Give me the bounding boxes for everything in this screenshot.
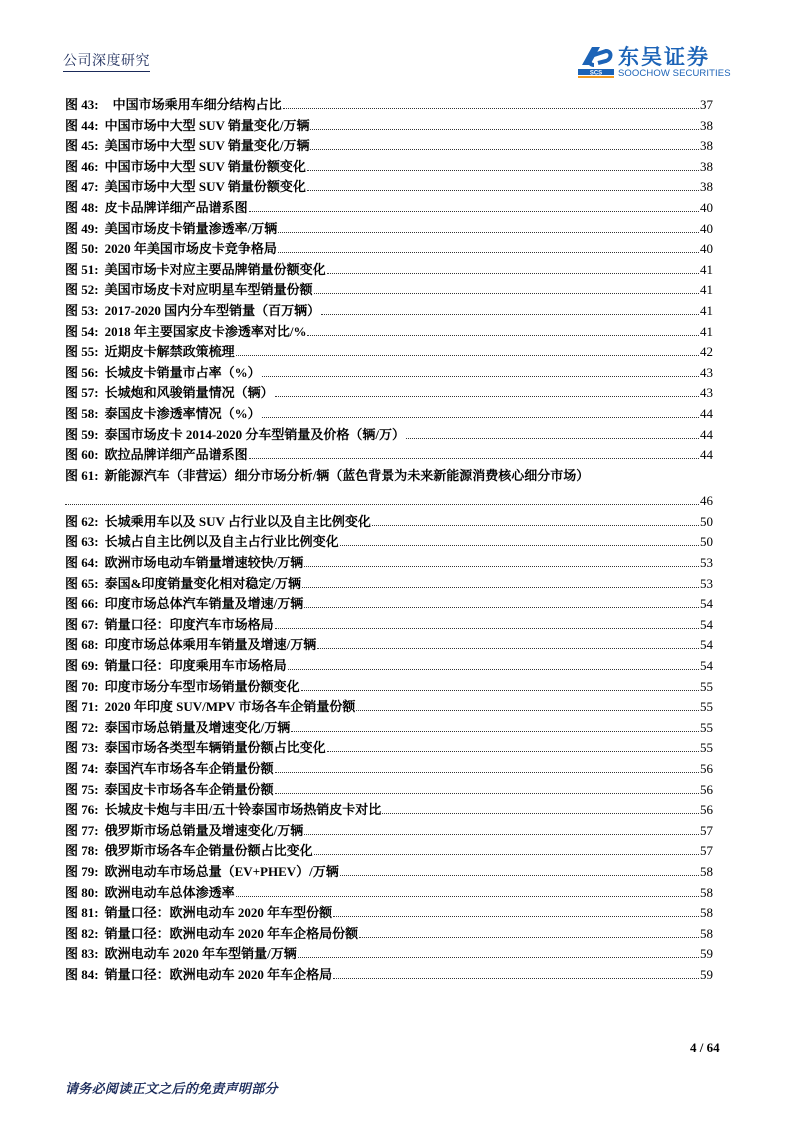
page-number[interactable]: 40 xyxy=(700,199,713,215)
figure-number: 图 62: xyxy=(65,513,99,529)
page-number[interactable]: 54 xyxy=(700,637,713,653)
page-number[interactable]: 58 xyxy=(700,884,713,900)
logo-english-name: SOOCHOW SECURITIES xyxy=(618,68,731,79)
dot-leader xyxy=(249,210,699,212)
toc-entry[interactable] xyxy=(65,198,713,219)
toc-entry[interactable] xyxy=(65,883,713,904)
dot-leader xyxy=(310,148,699,150)
figure-title[interactable]: 中国市场乘用车细分结构占比 xyxy=(112,97,282,112)
dot-leader xyxy=(317,647,699,649)
page-number[interactable]: 53 xyxy=(700,555,713,571)
page-number[interactable]: 50 xyxy=(700,513,713,529)
page-number[interactable]: 38 xyxy=(700,179,713,195)
dot-leader xyxy=(298,956,699,958)
figure-title[interactable]: 长城皮卡炮与丰田/五十铃泰国市场热销皮卡对比 xyxy=(104,802,382,818)
page-number[interactable]: 43 xyxy=(700,385,713,401)
dot-leader xyxy=(327,750,699,752)
page-number[interactable]: 40 xyxy=(700,220,713,236)
figure-title[interactable]: 欧洲电动车 2020 年车型销量/万辆 xyxy=(104,946,297,962)
dot-leader xyxy=(314,853,699,855)
figure-number: 图 51: xyxy=(65,261,99,277)
page-number[interactable]: 55 xyxy=(700,678,713,694)
figure-title[interactable]: 美国市场皮卡对应明星车型销量份额 xyxy=(104,282,313,298)
toc-entry[interactable] xyxy=(65,759,713,780)
dot-leader xyxy=(288,668,699,670)
page-number[interactable]: 46 xyxy=(700,493,713,509)
page-number[interactable]: 44 xyxy=(700,426,713,442)
figure-title[interactable]: 中国市场中大型 SUV 销量份额变化 xyxy=(104,158,306,174)
page-number[interactable]: 54 xyxy=(700,616,713,632)
dot-leader xyxy=(307,189,699,191)
figure-title[interactable]: 泰国皮卡渗透率情况（%） xyxy=(104,405,261,421)
toc-entry[interactable] xyxy=(65,656,713,677)
figure-title[interactable]: 2017-2020 国内分车型销量（百万辆） xyxy=(104,302,321,318)
figure-number: 图 60: xyxy=(65,447,99,463)
figure-title[interactable]: 美国市场卡对应主要品牌销量份额变化 xyxy=(104,261,326,277)
figure-title[interactable]: 2020 年印度 SUV/MPV 市场各车企销量份额 xyxy=(104,699,356,715)
toc-entry[interactable] xyxy=(65,594,713,615)
toc-entry[interactable] xyxy=(65,697,713,718)
figure-number: 图 45: xyxy=(65,138,99,154)
figure-number: 图 53: xyxy=(65,302,99,318)
figure-number: 图 83: xyxy=(65,946,99,962)
figure-number: 图 56: xyxy=(65,364,99,380)
toc-entry[interactable] xyxy=(65,157,713,178)
figure-title[interactable]: 皮卡品牌详细产品谱系图 xyxy=(104,199,248,215)
figure-title[interactable]: 泰国市场皮卡 2014-2020 分车型销量及价格（辆/万） xyxy=(104,426,406,442)
figure-number: 图 72: xyxy=(65,719,99,735)
section-label: 公司深度研究 xyxy=(63,50,150,72)
figure-title[interactable]: 印度市场总体汽车销量及增速/万辆 xyxy=(104,596,304,612)
toc-entry[interactable] xyxy=(65,862,713,883)
figure-title[interactable]: 泰国&印度销量变化相对稳定/万辆 xyxy=(104,575,302,591)
toc-entry[interactable] xyxy=(65,383,713,404)
dot-leader xyxy=(307,169,699,171)
page-number[interactable]: 42 xyxy=(700,344,713,360)
figure-title[interactable]: 2020 年美国市场皮卡竞争格局 xyxy=(104,241,277,257)
figure-number: 图 44: xyxy=(65,117,99,133)
figure-title[interactable]: 销量口径：印度乘用车市场格局 xyxy=(104,658,287,674)
toc-entry[interactable] xyxy=(65,404,713,425)
toc-entry[interactable] xyxy=(65,965,713,986)
dot-leader xyxy=(302,586,699,588)
figure-title[interactable]: 近期皮卡解禁政策梳理 xyxy=(104,344,235,360)
figure-title[interactable]: 俄罗斯市场总销量及增速变化/万辆 xyxy=(104,822,304,838)
page-number[interactable]: 56 xyxy=(700,781,713,797)
dot-leader xyxy=(283,107,699,109)
dot-leader xyxy=(372,524,699,526)
dot-leader xyxy=(321,313,699,315)
page-number[interactable]: 57 xyxy=(700,822,713,838)
dot-leader xyxy=(307,334,699,336)
toc-entry[interactable] xyxy=(65,821,713,842)
figure-number: 图 66: xyxy=(65,596,99,612)
figure-number: 图 73: xyxy=(65,740,99,756)
page-number[interactable]: 43 xyxy=(700,364,713,380)
figure-number: 图 81: xyxy=(65,905,99,921)
figure-number: 图 69: xyxy=(65,658,99,674)
dot-leader xyxy=(340,874,699,876)
dot-leader xyxy=(236,895,699,897)
dot-leader xyxy=(262,416,699,418)
dot-leader xyxy=(327,272,699,274)
toc-entry[interactable] xyxy=(65,718,713,739)
figure-number: 图 82: xyxy=(65,925,99,941)
figure-title[interactable]: 美国市场皮卡销量渗透率/万辆 xyxy=(104,220,278,236)
page-number[interactable]: 59 xyxy=(700,966,713,982)
toc-entry[interactable] xyxy=(65,342,713,363)
figure-number: 图 68: xyxy=(65,637,99,653)
toc-entry-continuation[interactable] xyxy=(65,486,713,512)
figure-title[interactable]: 美国市场中大型 SUV 销量份额变化 xyxy=(104,179,306,195)
page-number[interactable]: 41 xyxy=(700,261,713,277)
toc-entry[interactable] xyxy=(65,219,713,240)
toc-entry[interactable] xyxy=(65,924,713,945)
toc-entry[interactable] xyxy=(65,136,713,157)
page-number[interactable]: 59 xyxy=(700,946,713,962)
figure-number: 图 43: xyxy=(65,97,99,112)
figure-number: 图 74: xyxy=(65,761,99,776)
figure-number: 图 50: xyxy=(65,241,99,257)
dot-leader xyxy=(275,792,699,794)
figure-title[interactable]: 泰国市场总销量及增速变化/万辆 xyxy=(104,719,291,735)
page-number[interactable]: 38 xyxy=(700,138,713,154)
svg-text:SCS: SCS xyxy=(589,70,603,77)
page-number[interactable]: 58 xyxy=(700,863,713,879)
page-number[interactable]: 56 xyxy=(700,761,713,776)
toc-entry[interactable] xyxy=(65,574,713,595)
figure-title[interactable]: 印度市场分车型市场销量份额变化 xyxy=(104,678,300,694)
dot-leader xyxy=(314,292,699,294)
page-number[interactable]: 55 xyxy=(700,719,713,735)
figure-title[interactable]: 俄罗斯市场各车企销量份额占比变化 xyxy=(104,843,313,859)
figure-title[interactable]: 销量口径：欧洲电动车 2020 年车企格局 xyxy=(104,966,333,982)
figure-number: 图 75: xyxy=(65,781,99,797)
toc-entry[interactable] xyxy=(65,615,713,636)
dot-leader xyxy=(333,977,699,979)
figure-title[interactable]: 长城皮卡销量市占率（%） xyxy=(104,364,261,380)
dot-leader xyxy=(333,915,699,917)
toc-entry[interactable] xyxy=(65,532,713,553)
toc-entry[interactable] xyxy=(65,322,713,343)
figure-number: 图 65: xyxy=(65,575,99,591)
dot-leader xyxy=(304,833,699,835)
page-number[interactable]: 41 xyxy=(700,302,713,318)
toc-entry[interactable] xyxy=(65,944,713,965)
page-number[interactable]: 54 xyxy=(700,596,713,612)
figure-number: 图 76: xyxy=(65,802,99,818)
figure-title[interactable]: 泰国汽车市场各车企销量份额 xyxy=(104,761,274,776)
figure-number: 图 70: xyxy=(65,678,99,694)
page-number[interactable]: 58 xyxy=(700,925,713,941)
toc-entry[interactable] xyxy=(65,553,713,574)
figure-number: 图 63: xyxy=(65,534,99,550)
figure-title[interactable]: 美国市场中大型 SUV 销量变化/万辆 xyxy=(104,138,310,154)
figure-title[interactable]: 中国市场中大型 SUV 销量变化/万辆 xyxy=(104,117,310,133)
disclaimer-notice: 请务必阅读正文之后的免责声明部分 xyxy=(65,1081,278,1096)
page-number[interactable]: 41 xyxy=(700,323,713,339)
page-number[interactable]: 50 xyxy=(700,534,713,550)
dot-leader xyxy=(278,251,699,253)
dot-leader xyxy=(278,231,699,233)
figure-number: 图 48: xyxy=(65,199,99,215)
toc-entry[interactable] xyxy=(65,903,713,924)
page-number[interactable]: 54 xyxy=(700,658,713,674)
toc-entry[interactable] xyxy=(65,738,713,759)
toc-entry[interactable] xyxy=(65,800,713,821)
dot-leader xyxy=(249,457,699,459)
figure-title[interactable]: 销量口径：欧洲电动车 2020 年车企格局份额 xyxy=(104,925,359,941)
toc-entry[interactable] xyxy=(65,445,713,466)
figure-number: 图 49: xyxy=(65,220,99,236)
figure-title[interactable]: 欧拉品牌详细产品谱系图 xyxy=(104,447,248,463)
dot-leader xyxy=(304,565,699,567)
page-number[interactable]: 38 xyxy=(700,117,713,133)
toc-entry[interactable] xyxy=(65,239,713,260)
figure-number: 图 46: xyxy=(65,158,99,174)
dot-leader xyxy=(359,936,699,938)
page-number[interactable]: 41 xyxy=(700,282,713,298)
figure-number: 图 80: xyxy=(65,884,99,900)
page-number[interactable]: 56 xyxy=(700,802,713,818)
figure-number: 图 77: xyxy=(65,822,99,838)
figure-number: 图 64: xyxy=(65,555,99,571)
toc-entry[interactable] xyxy=(65,95,713,116)
figure-number: 图 55: xyxy=(65,344,99,360)
page-number[interactable]: 57 xyxy=(700,843,713,859)
figure-number: 图 71: xyxy=(65,699,99,715)
toc-entry[interactable] xyxy=(65,301,713,322)
figure-title[interactable]: 欧洲市场电动车销量增速较快/万辆 xyxy=(104,555,304,571)
toc-entry[interactable] xyxy=(65,116,713,137)
logo-chinese-name: 东吴证券 xyxy=(618,45,710,69)
toc-entry[interactable] xyxy=(65,677,713,698)
dot-leader xyxy=(275,395,699,397)
figure-number: 图 59: xyxy=(65,426,99,442)
dot-leader xyxy=(304,606,699,608)
dot-leader xyxy=(236,354,699,356)
toc-entry[interactable] xyxy=(65,780,713,801)
dot-leader xyxy=(382,812,699,814)
figure-title[interactable]: 销量口径：印度汽车市场格局 xyxy=(104,616,274,632)
figure-title[interactable]: 长城炮和风骏销量情况（辆） xyxy=(104,385,274,401)
figure-number: 图 78: xyxy=(65,843,99,859)
figure-title[interactable]: 欧洲电动车市场总量（EV+PHEV）/万辆 xyxy=(104,863,339,879)
toc-entry[interactable] xyxy=(65,260,713,281)
toc-entry[interactable] xyxy=(65,280,713,301)
page-indicator: 4 / 64 xyxy=(690,1040,720,1055)
toc-entry[interactable] xyxy=(65,635,713,656)
figure-number: 图 57: xyxy=(65,385,99,401)
dot-leader xyxy=(356,709,699,711)
dot-leader xyxy=(340,544,699,546)
page-number[interactable]: 58 xyxy=(700,905,713,921)
figure-number: 图 47: xyxy=(65,179,99,195)
toc-entry[interactable] xyxy=(65,177,713,198)
toc-entry[interactable] xyxy=(65,363,713,384)
figure-number: 图 79: xyxy=(65,863,99,879)
dot-leader xyxy=(406,437,699,439)
figure-title[interactable]: 销量口径：欧洲电动车 2020 年车型份额 xyxy=(104,905,333,921)
figure-title[interactable]: 泰国皮卡市场各车企销量份额 xyxy=(104,781,274,797)
toc-entry[interactable] xyxy=(65,466,713,487)
figure-title[interactable]: 长城占自主比例以及自主占行业比例变化 xyxy=(104,534,339,550)
figure-title[interactable]: 长城乘用车以及 SUV 占行业以及自主比例变化 xyxy=(104,513,371,529)
toc-entry[interactable] xyxy=(65,425,713,446)
page-number[interactable]: 37 xyxy=(700,97,713,112)
page-number[interactable]: 44 xyxy=(700,447,713,463)
dot-leader xyxy=(291,730,699,732)
page-number[interactable]: 55 xyxy=(700,699,713,715)
company-logo xyxy=(578,43,743,81)
figure-number: 图 84: xyxy=(65,966,99,982)
figure-number: 图 67: xyxy=(65,616,99,632)
page-number[interactable]: 55 xyxy=(700,740,713,756)
figure-number: 图 54: xyxy=(65,323,99,339)
page-number[interactable]: 53 xyxy=(700,575,713,591)
figure-title[interactable]: 2018 年主要国家皮卡渗透率对比/% xyxy=(104,323,307,339)
figure-title[interactable]: 泰国市场各类型车辆销量份额占比变化 xyxy=(104,740,326,756)
page-number[interactable]: 40 xyxy=(700,241,713,257)
toc-entry[interactable] xyxy=(65,512,713,533)
dot-leader xyxy=(65,503,699,505)
figure-title[interactable]: 欧洲电动车总体渗透率 xyxy=(104,884,235,900)
dot-leader xyxy=(275,771,699,773)
figure-title[interactable]: 印度市场总体乘用车销量及增速/万辆 xyxy=(104,637,317,653)
dot-leader xyxy=(262,375,699,377)
figure-number: 图 61: xyxy=(65,467,99,483)
dot-leader xyxy=(301,689,699,691)
page-number[interactable]: 38 xyxy=(700,158,713,174)
dot-leader xyxy=(310,128,699,130)
figure-list xyxy=(65,95,713,986)
figure-title[interactable]: 新能源汽车（非营运）细分市场分析/辆（蓝色背景为未来新能源消费核心细分市场） xyxy=(104,467,590,483)
figure-number: 图 58: xyxy=(65,405,99,421)
dot-leader xyxy=(275,627,699,629)
scs-logo-icon xyxy=(578,43,614,79)
toc-entry[interactable] xyxy=(65,841,713,862)
figure-number: 图 52: xyxy=(65,282,99,298)
page-number[interactable]: 44 xyxy=(700,405,713,421)
